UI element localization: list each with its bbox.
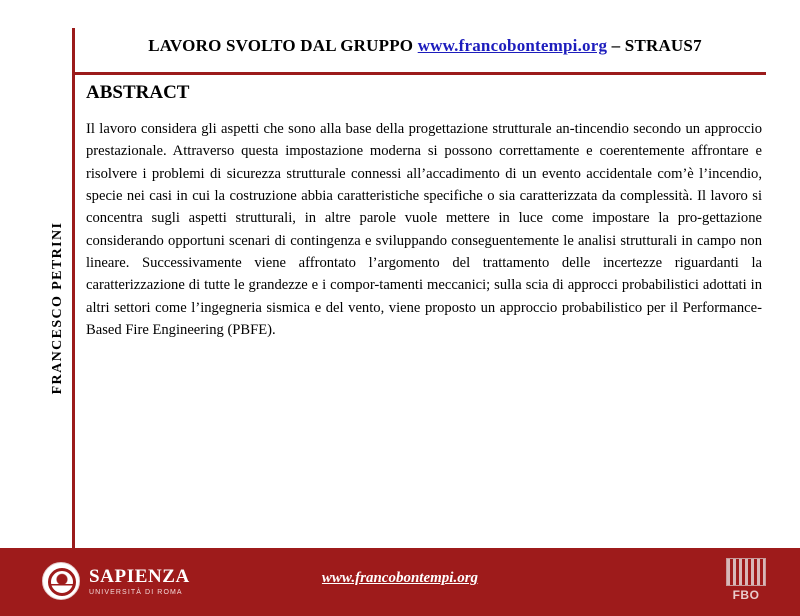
slide-header-title: [90, 36, 760, 56]
header-title-prefix: LAVORO SVOLTO DAL GRUPPO: [148, 36, 418, 55]
footer-website-link[interactable]: www.francobontempi.org: [321, 570, 479, 586]
horizontal-divider: [72, 72, 766, 75]
header-website-link[interactable]: www.francobontempi.org: [417, 36, 608, 55]
footer-bar: [0, 548, 800, 616]
sapienza-logo-subtitle: UNIVERSITÀ DI ROMA: [89, 588, 183, 596]
fbo-logo: [722, 558, 770, 606]
sapienza-logo-name: SAPIENZA: [89, 565, 190, 587]
author-name-vertical: FRANCESCO PETRINI: [50, 221, 65, 395]
section-title: ABSTRACT: [86, 82, 190, 103]
abstract-paragraph: Il lavoro considera gli aspetti che sono alla base della progettazione strutturale an-tincendio secondo un approccio prestazionale. Attraverso questa impostazione moderna si possono correttamente e coerentemente affrontare e risolvere i problemi di sicurezza strutturale connessi all’accadimento di un evento accidentale com’è l’incendio, specie nei casi in cui la costruzione abbia caratteristiche specifiche o sia caratterizzata da complessità. Il lavoro si concentra sugli aspetti strutturali, in altre parole vuole mettere in luce come impostare la pro-gettazione considerando opportuni scenari di contingenza e sviluppando conseguentemente le analisi strutturali in campo non lineare. Successivamente viene affrontato l’argomento del trattamento delle incertezze riguardanti la caratterizzazione di tutte le grandezze e i compor-tamenti meccanici; sulla scia di approcci probabilistici adottati in altri settori come l’ingegneria sismica e del vento, viene proposto un approccio probabilistico per il Performance-Based Fire Engineering (PBFE).: [86, 121, 762, 338]
vertical-divider: [72, 28, 75, 548]
fbo-grid-icon: [726, 558, 766, 586]
header-title-suffix: – STRAUS7: [607, 36, 702, 55]
fbo-logo-text: FBO: [732, 588, 760, 602]
